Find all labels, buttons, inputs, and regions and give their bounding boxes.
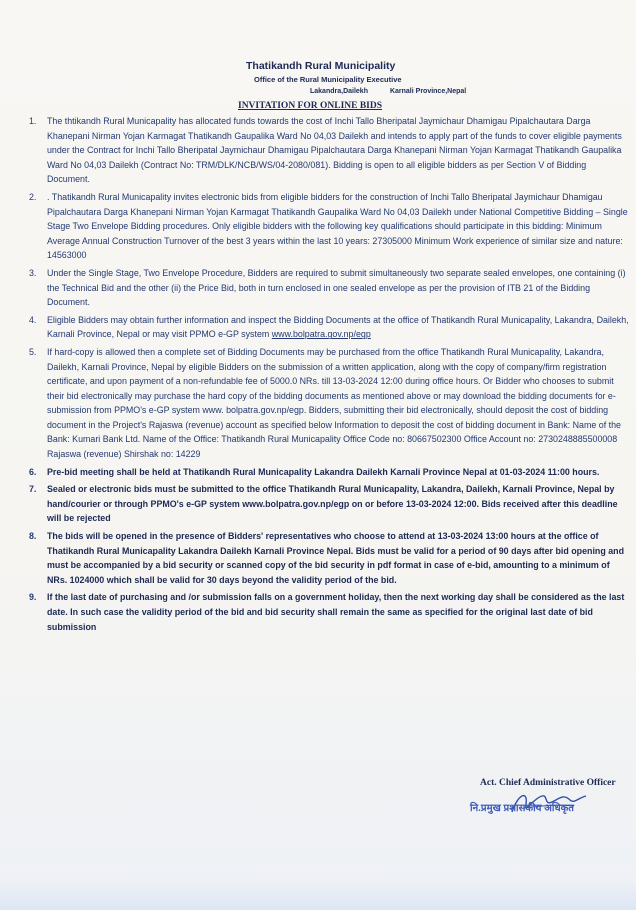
signature-block xyxy=(470,778,636,858)
item-text: Sealed or electronic bids must be submitted to the office Thatikandh Rural Municapality, Lakandra, Dailekh, Karnali Province, Nepal by hand/courier or through PPMO's e-GP system www.bolpatra.gov.np/egp on or before 13-03-2024 12:00. Bids received after this deadline will be rejected xyxy=(47,484,618,524)
list-item xyxy=(0,313,636,342)
item-number: 4. xyxy=(29,314,37,325)
item-number: 3. xyxy=(29,267,37,278)
item-text: Under the Single Stage, Two Envelope Procedure, Bidders are required to submit simultaneously two separate sealed envelopes, one containing (i) the Technical Bid and the other (ii) the Price Bid, both in turn enclosed in one sealed envelope as per the provision of ITB 21 of the Bidding Document. xyxy=(47,267,626,308)
item-number: 5. xyxy=(29,346,37,357)
list-item xyxy=(0,465,636,480)
list-item xyxy=(0,266,636,310)
office-name: Office of the Rural Municipality Executive xyxy=(254,75,402,84)
address-province: Karnali Province,Nepal xyxy=(389,88,467,95)
bid-conditions-list xyxy=(0,114,636,637)
item-text: . Thatikandh Rural Municapality invites electronic bids from eligible bidders for the construction of Inchi Tallo Bheripatal Jaymichaur Dhamigau Pipalchautara Darga Khanepani Nirman Yojan Karmagat Thatikandh Gaupalika Ward No 04,03 Dailekh under National Competitive Bidding – Single Stage Two Envelope Bidding procedures. Only eligible bidders with the following key qualifications should participate in this bidding: Minimum Average Annual Construction Turnover of the best 3 years within the last 10 years: 27305000 Minimum Work experience of similar size and nature: 14563000 xyxy=(47,191,628,261)
egp-link[interactable]: www.bolpatra.gov.np/egp xyxy=(271,329,371,340)
item-text: Pre-bid meeting shall be held at Thatikandh Rural Municapality Lakandra Dailekh Karnali Province Nepal at 01-03-2024 11:00 hours. xyxy=(47,466,600,477)
item-number: 6. xyxy=(29,466,37,477)
notice-title: INVITATION FOR ONLINE BIDS xyxy=(238,101,383,111)
list-item xyxy=(0,482,636,526)
item-text: The bids will be opened in the presence of Bidders' representatives who choose to attend at 13-03-2024 13:00 hours at the office of Thatikandh Rural Municapality Lakandra Dailekh Karnali Province Nepal. Bids must be valid for a period of 90 days after bid opening and must be accompanied by a bid security or scanned copy of the bid security in pdf format in case of e-bid, amounting to a minimum of NRs. 1024000 which shall be valid for 30 days beyond the validity period of the bid. xyxy=(47,531,625,585)
item-number: 1. xyxy=(29,116,37,126)
address-place: Lakandra,Dailekh xyxy=(310,88,368,95)
item-text: Eligible Bidders may obtain further information and inspect the Bidding Documents at the office of Thatikandh Rural Municapality, Lakandra, Dailekh, Karnali Province, Nepal or may visit PPMO e-GP system xyxy=(47,314,629,340)
signatory-title: Act. Chief Administrative Officer xyxy=(480,778,616,788)
list-item xyxy=(0,190,636,263)
list-item xyxy=(0,590,636,634)
list-item xyxy=(0,529,636,587)
municipality-title: Thatikandh Rural Municipality xyxy=(246,60,396,72)
official-stamp: नि.प्रमुख प्रशासकीय अधिकृत xyxy=(470,803,574,814)
list-item xyxy=(0,345,636,462)
item-number: 9. xyxy=(29,592,37,603)
list-item xyxy=(0,114,636,187)
item-text: If hard-copy is allowed then a complete set of Bidding Documents may be purchased from the office Thatikandh Rural Municapality, Lakandra, Dailekh, Karnali Province, Nepal by eligible Bidders on the submission of a written application, along with the copy of company/firm registration certificate, and upon payment of a non-refundable fee of 5000.0 NRs. till 13-03-2024 12:00 during office hours. Or Bidder who chooses to submit their bid electronically may purchase the hard copy of the bidding documents as mentioned above or may download the bidding documents for e-submission from PPMO's e-GP system www. bolpatra.gov.np/egp. Bidders, submitting their bid electronically, should deposit the cost of bidding document in the Project's Rajaswa (revenue) account as specified below Information to deposit the cost of bidding document in Bank: Name of the Bank: Kumari Bank Ltd. Name of the Office: Thatikandh Rural Municapality Office Code no: 80667502300 Office Account no: 2730248885500008 Rajaswa (revenue) Shirshak no: 14229 xyxy=(47,346,621,460)
item-text: If the last date of purchasing and /or submission falls on a government holiday, then the next working day shall be considered as the last date. In such case the validity period of the bid and bid security shall remain the same as specified for the original last date of bid submission xyxy=(47,592,625,632)
item-text: The thtikandh Rural Municapality has allocated funds towards the cost of Inchi Tallo Bheripatal Jaymichaur Dhamigau Pipalchautara Darga Khanepani Nirman Yojan Karmagat Thatikandh Gaupalika Ward No 04,03 Dailekh and intends to apply part of the funds to cover eligible payments under the Contract for Inchi Tallo Bheripatal Jaymichaur Dhamigau Pipalchautara Darga Khanepani Nirman Yojan Karmagat Thatikandh Gaupalika Ward No 04,03 Dailekh (Contract No: TRM/DLK/NCB/WS/04-2080/081). Bidding is open to all eligible bidders as per Section V of Bidding Document. xyxy=(47,116,622,185)
address-line xyxy=(310,88,488,95)
item-number: 7. xyxy=(29,484,37,495)
page-edge xyxy=(0,880,636,910)
item-number: 2. xyxy=(29,191,37,202)
item-number: 8. xyxy=(29,531,37,542)
